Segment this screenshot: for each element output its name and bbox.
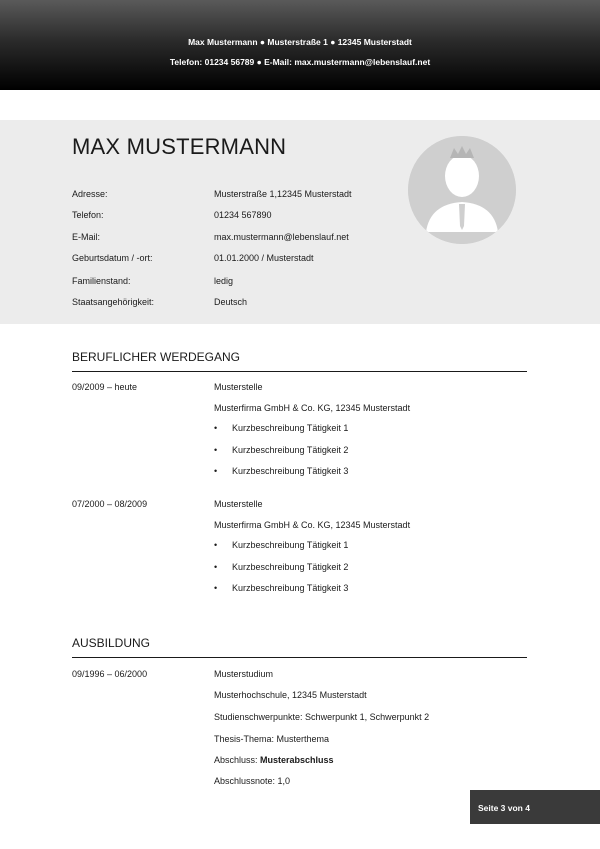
education-degree-program: Musterstudium	[214, 669, 274, 679]
page-number-label: Seite 3 von 4	[478, 803, 530, 813]
info-row-email	[72, 232, 412, 244]
info-value: Musterstraße 1,12345 Musterstadt	[214, 189, 352, 199]
education-section-divider	[72, 657, 527, 658]
career-entry-1-task-3: Kurzbeschreibung Tätigkeit 3	[232, 466, 349, 476]
bullet-icon: •	[214, 540, 218, 550]
career-section-title: BERUFLICHER WERDEGANG	[72, 350, 241, 364]
header-contact-line-2: Telefon: 01234 56789 ● E-Mail: max.mustermann@lebenslauf.net	[169, 57, 431, 67]
info-label: Telefon:	[72, 210, 104, 220]
header-contact-line-1: Max Mustermann ● Musterstraße 1 ● 12345 Musterstadt	[188, 37, 412, 47]
page-header	[0, 0, 600, 90]
info-value: 01234 567890	[214, 210, 272, 220]
career-entry-2-company: Musterfirma GmbH & Co. KG, 12345 Musterstadt	[214, 520, 411, 530]
education-degree	[214, 755, 334, 765]
info-label: Geburtsdatum / -ort:	[72, 253, 153, 263]
applicant-name: MAX MUSTERMANN	[72, 134, 287, 159]
info-row-address	[72, 189, 412, 201]
bullet-icon: •	[214, 423, 218, 433]
info-label: Adresse:	[72, 189, 108, 199]
bullet-icon: •	[214, 445, 218, 455]
career-entry-1-position: Musterstelle	[214, 382, 263, 392]
bullet-icon: •	[214, 583, 218, 593]
career-entry-2-date: 07/2000 – 08/2009	[72, 499, 148, 509]
education-institution: Musterhochschule, 12345 Musterstadt	[214, 690, 367, 700]
education-thesis: Thesis-Thema: Musterthema	[214, 734, 330, 744]
career-entry-1-date: 09/2009 – heute	[72, 382, 138, 392]
career-entry-1-task-1: Kurzbeschreibung Tätigkeit 1	[232, 423, 349, 433]
career-entry-2-task-2: Kurzbeschreibung Tätigkeit 2	[232, 562, 349, 572]
career-entry-1-company: Musterfirma GmbH & Co. KG, 12345 Musterstadt	[214, 403, 411, 413]
info-value: 01.01.2000 / Musterstadt	[214, 253, 314, 263]
info-row-nationality	[72, 297, 412, 309]
education-focus-areas: Studienschwerpunkte: Schwerpunkt 1, Schwerpunkt 2	[214, 712, 430, 722]
career-entry-2-position: Musterstelle	[214, 499, 263, 509]
info-row-marital-status	[72, 276, 412, 288]
education-entry-date: 09/1996 – 06/2000	[72, 669, 148, 679]
page-number-badge	[470, 790, 600, 824]
info-label: Staatsangehörigkeit:	[72, 297, 155, 307]
bullet-icon: •	[214, 562, 218, 572]
education-section-title: AUSBILDUNG	[72, 636, 151, 650]
education-degree-label: Abschluss:	[214, 755, 261, 765]
info-value: ledig	[214, 276, 234, 286]
education-degree-value: Musterabschluss	[260, 755, 334, 765]
education-grade: Abschlussnote: 1,0	[214, 776, 291, 786]
info-value: max.mustermann@lebenslauf.net	[214, 232, 349, 242]
info-row-birth	[72, 253, 412, 265]
person-placeholder-icon	[408, 136, 516, 244]
career-entry-2-task-1: Kurzbeschreibung Tätigkeit 1	[232, 540, 349, 550]
career-entry-1-task-2: Kurzbeschreibung Tätigkeit 2	[232, 445, 349, 455]
info-label: E-Mail:	[72, 232, 101, 242]
info-value: Deutsch	[214, 297, 248, 307]
bullet-icon: •	[214, 466, 218, 476]
info-row-phone	[72, 210, 412, 222]
career-entry-2-task-3: Kurzbeschreibung Tätigkeit 3	[232, 583, 349, 593]
info-label: Familienstand:	[72, 276, 131, 286]
career-section-divider	[72, 371, 527, 372]
